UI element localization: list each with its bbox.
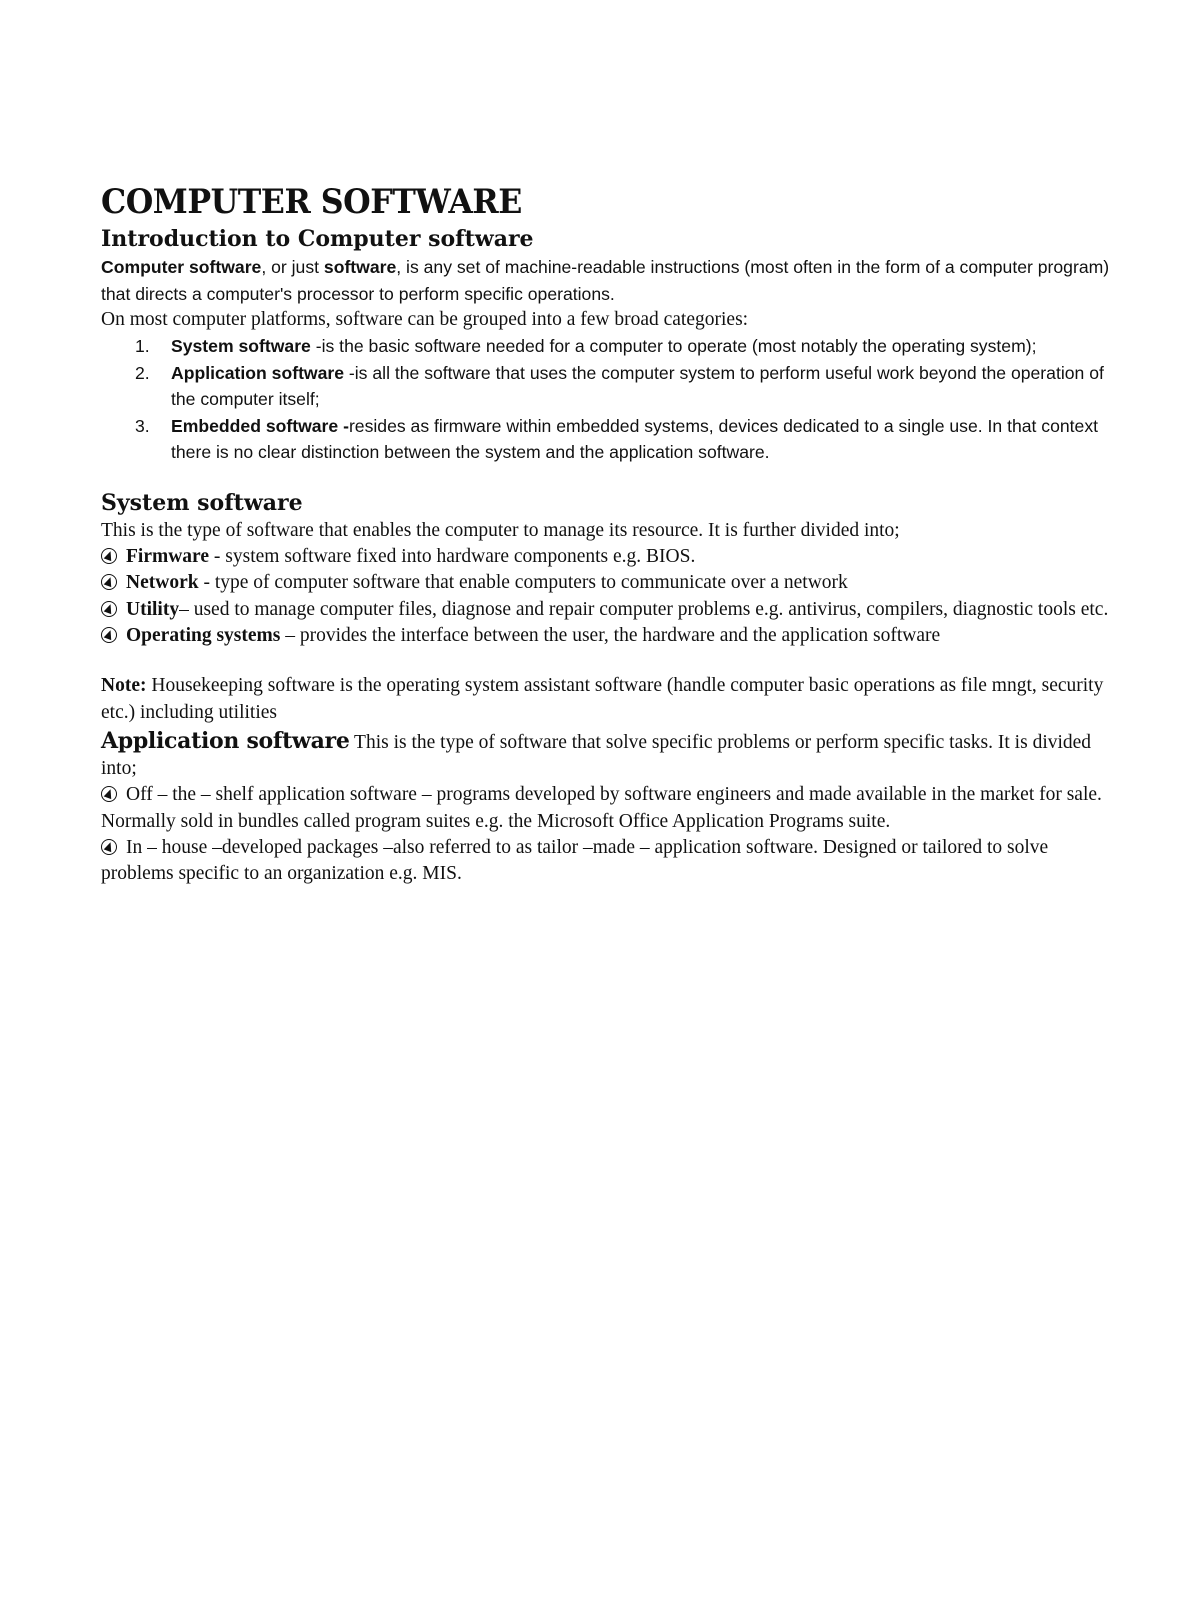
list-item: Network - type of computer software that enable computers to communicate over a network — [101, 570, 1121, 596]
category-list — [101, 333, 1121, 466]
globe-arrow-icon — [101, 601, 117, 617]
list-item: Operating systems – provides the interface between the user, the hardware and the application software — [101, 623, 1121, 649]
list-item: 1. System software -is the basic software needed for a computer to operate (most notably the operating system); — [135, 336, 1037, 357]
list-item: 3. Embedded software -resides as firmware within embedded systems, devices dedicated to a single use. In that context there is no clear distinction between the system and the application software. — [135, 415, 1099, 463]
application-software-paragraph: Application software This is the type of software that solve specific problems or perform specific tasks. It is divided into; — [101, 727, 1092, 780]
globe-arrow-icon — [101, 839, 117, 855]
note-paragraph: Note: Housekeeping software is the operating system assistant software (handle computer basic operations as file mngt, security etc.) including utilities — [101, 675, 1104, 723]
system-software-heading: System software — [101, 489, 303, 516]
system-software-intro: This is the type of software that enables the computer to manage its resource. It is further divided into; — [101, 519, 900, 541]
list-item: In – house –developed packages –also referred to as tailor –made – application software. Designed or tailored to solve problems specific to an organization e.g. MIS. — [101, 837, 1049, 885]
document-title: COMPUTER SOFTWARE — [101, 182, 522, 222]
document-page — [101, 180, 1121, 888]
list-item: Utility– used to manage computer files, diagnose and repair computer problems e.g. antivirus, compilers, diagnostic tools etc. — [101, 597, 1121, 623]
globe-arrow-icon — [101, 786, 117, 802]
intro-term-computer-software: Computer software — [101, 257, 262, 277]
intro-term-software: software — [323, 257, 397, 277]
platforms-line: On most computer platforms, software can be grouped into a few broad categories: — [101, 309, 749, 330]
system-software-list — [101, 544, 1121, 649]
application-software-heading: Application software — [101, 727, 350, 754]
list-item: Firmware - system software fixed into hardware components e.g. BIOS. — [101, 544, 1121, 570]
intro-paragraph: Computer software, or just software, is any set of machine-readable instructions (most often in the form of a computer program) that directs a computer's processor to perform specific operations. — [101, 257, 1110, 304]
intro-heading: Introduction to Computer software — [101, 226, 534, 252]
globe-arrow-icon — [101, 574, 117, 590]
globe-arrow-icon — [101, 548, 117, 564]
globe-arrow-icon — [101, 627, 117, 643]
application-software-list — [101, 782, 1121, 887]
list-item: 2. Application software -is all the software that uses the computer system to perform useful work beyond the operation of the computer itself; — [135, 362, 1104, 410]
note-label: Note: — [101, 675, 147, 697]
list-item: Off – the – shelf application software – programs developed by software engineers and made available in the market for sale. Normally sold in bundles called program suites e.g. the Microsoft Office Application Programs suite. — [101, 784, 1102, 832]
